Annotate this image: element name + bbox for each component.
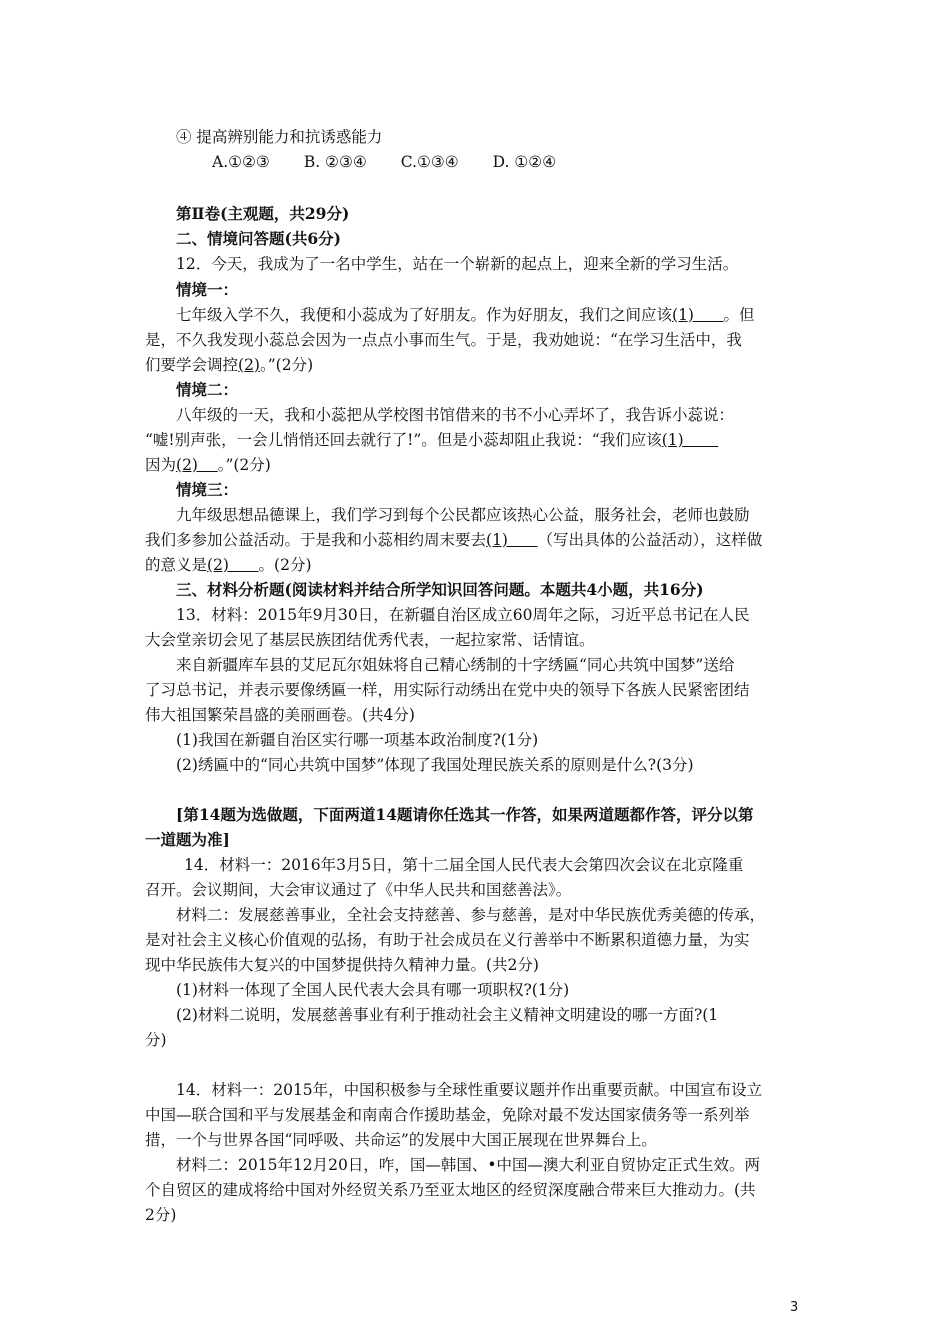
q14-note: [第14题为选做题，下面两道14题请你任选其一作答，如果两道题都作答，评分以第	[176, 805, 754, 824]
q13-material-line: 来自新疆库车县的艾尼瓦尔姐妹将自己精心绣制的十字绣匾“同心共筑中国梦”送给	[176, 656, 735, 674]
scenario2-line: 八年级的一天，我和小蕊把从学校图书馆借来的书不小心弄坏了，我告诉小蕊说：	[176, 406, 735, 424]
option-d: D. ①②④	[492, 153, 557, 171]
blank-1: (1)	[661, 431, 684, 449]
q13-question-1: (1)我国在新疆自治区实行哪一项基本政治制度?(1分)	[176, 731, 539, 749]
q14b-material-line: 个自贸区的建成将给中国对外经贸关系乃至亚太地区的经贸深度融合带来巨大推动力。(共	[145, 1181, 756, 1199]
q14-note: 一道题为准]	[145, 830, 230, 849]
q14b-material-line: 14．材料一：2015年，中国积极参与全球性重要议题并作出重要贡献。中国宣布设立	[176, 1081, 763, 1099]
q14a-material-line: 14．材料一：2016年3月5日，第十二届全国人民代表大会第四次会议在北京隆重	[184, 856, 744, 874]
blank-2: (2)	[238, 356, 260, 374]
option-c: C.①③④	[400, 153, 459, 171]
scenario1-line: 是，不久我发现小蕊总会因为一点点小事而生气。于是，我劝她说：“在学习生活中，我	[145, 331, 742, 349]
part2-title: 第Ⅱ卷(主观题，共29分)	[176, 204, 350, 223]
scenario3-line: 我们多参加公益活动。于是我和小蕊相约周末要去(1) （写出具体的公益活动），这样做	[145, 531, 763, 549]
scenario1-title: 情境一：	[176, 280, 239, 299]
scenario3-line: 九年级思想品德课上，我们学习到每个公民都应该热心公益，服务社会，老师也鼓励	[176, 506, 750, 524]
scenario2-title: 情境二：	[176, 380, 239, 399]
blank-2: (2)	[176, 456, 198, 474]
section2-title: 二、情境问答题(共6分)	[176, 229, 341, 248]
option-b: B. ②③④	[303, 153, 367, 171]
q14b-material-line: 2分)	[145, 1206, 177, 1224]
q13-material-line: 大会堂亲切会见了基层民族团结优秀代表，一起拉家常、话情谊。	[145, 631, 595, 649]
q14a-material-line: 现中华民族伟大复兴的中国梦提供持久精神力量。(共2分)	[145, 956, 539, 974]
q13-material-line: 了习总书记，并表示要像绣匾一样，用实际行动绣出在党中央的领导下各族人民紧密团结	[145, 681, 750, 699]
q14b-material-line: 措，一个与世界各国“同呼吸、共命运”的发展中大国正展现在世界舞台上。	[145, 1131, 657, 1149]
q13-material-line: 伟大祖国繁荣昌盛的美丽画卷。(共4分)	[145, 706, 415, 724]
scenario2-line: 因为(2) 。”(2分)	[145, 456, 271, 474]
scenario1-line: 七年级入学不久，我便和小蕊成为了好朋友。作为好朋友，我们之间应该(1) 。但	[176, 306, 755, 324]
q14b-material-line: 中国—联合国和平与发展基金和南南合作援助基金，免除对最不发达国家债务等一系列举	[145, 1106, 750, 1124]
blank-2: (2)	[207, 556, 229, 574]
section3-title: 三、材料分析题(阅读材料并结合所学知识回答问题。本题共4小题，共16分)	[176, 580, 704, 599]
q14a-question-1: (1)材料一体现了全国人民代表大会具有哪一项职权?(1分)	[176, 981, 570, 999]
q11-option-item4: ④ 提高辨别能力和抗诱惑能力	[176, 128, 383, 146]
q14a-material-line: 召开。会议期间，大会审议通过了《中华人民共和国慈善法》。	[145, 881, 572, 899]
q14a-question-2: 分)	[145, 1031, 167, 1049]
q14a-material-line: 是对社会主义核心价值观的弘扬，有助于社会成员在义行善举中不断累积道德力量，为实	[145, 931, 750, 949]
scenario2-line: “嘘!别声张，一会儿悄悄还回去就行了!”。但是小蕊却阻止我说：“我们应该(1)	[145, 431, 684, 449]
blank-1: (1)	[672, 306, 694, 324]
q14b-material-line: 材料二：2015年12月20日，咋，国—韩国、•中国—澳大利亚自贸协定正式生效。两	[176, 1156, 761, 1174]
scenario3-line: 的意义是(2) 。(2分)	[145, 556, 312, 574]
blank-1: (1)	[486, 531, 508, 549]
q11-answer-options	[212, 151, 877, 173]
page-number: 3	[790, 1300, 799, 1315]
scenario3-title: 情境三：	[176, 480, 239, 499]
q13-material-line: 13．材料：2015年9月30日，在新疆自治区成立60周年之际，习近平总书记在人民	[176, 606, 750, 624]
scenario1-line: 们要学会调控(2)。”(2分)	[145, 356, 314, 374]
q14a-material-line: 材料二：发展慈善事业，全社会支持慈善、参与慈善，是对中华民族优秀美德的传承，	[176, 906, 766, 924]
option-a: A.①②③	[212, 153, 270, 171]
q12-intro: 12．今天，我成为了一名中学生，站在一个崭新的起点上，迎来全新的学习生活。	[176, 255, 739, 273]
q14a-question-2: (2)材料二说明，发展慈善事业有利于推动社会主义精神文明建设的哪一方面?(1	[176, 1006, 719, 1024]
q13-question-2: (2)绣匾中的“同心共筑中国梦”体现了我国处理民族关系的原则是什么?(3分)	[176, 756, 694, 774]
